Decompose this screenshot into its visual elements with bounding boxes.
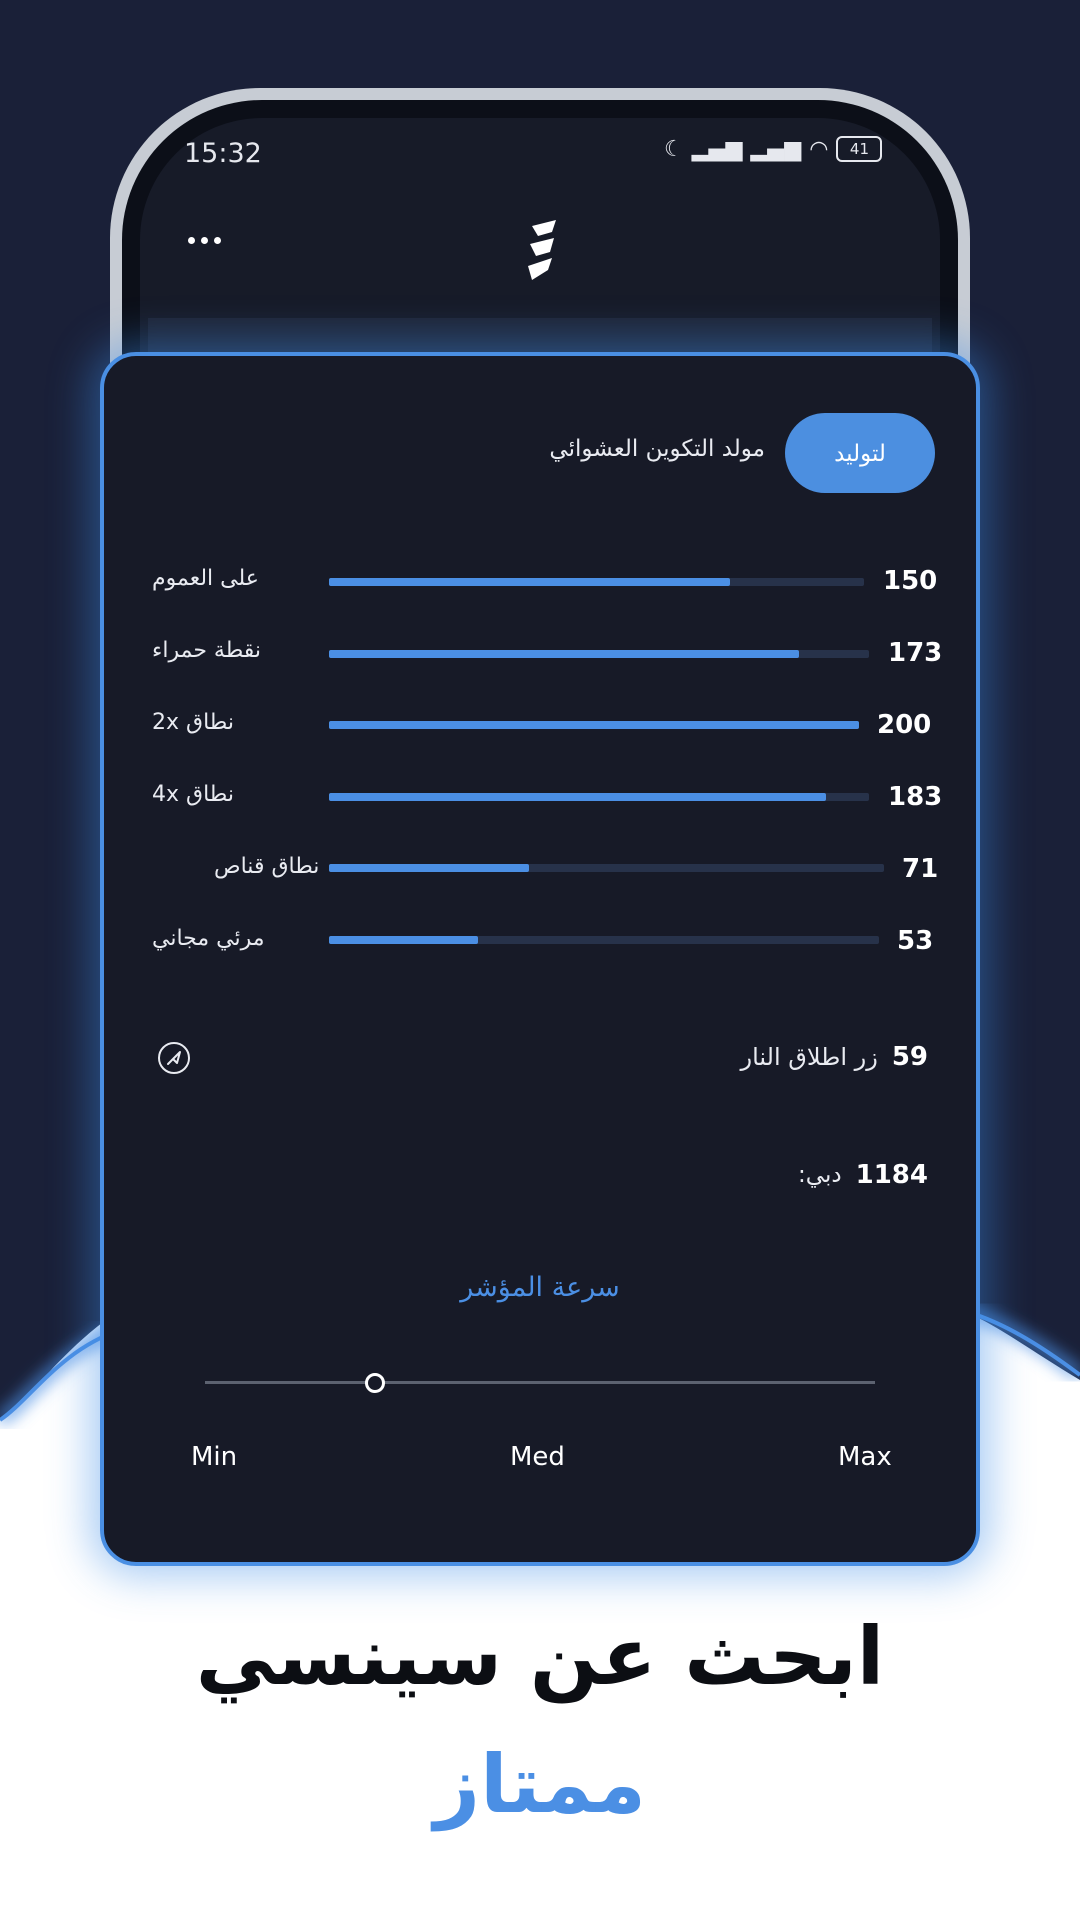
- generate-button[interactable]: لتوليد: [785, 413, 935, 493]
- stat-value: 53: [897, 926, 934, 956]
- slider-min-label: Min: [191, 1442, 238, 1472]
- stat-slider-fill: [329, 936, 478, 944]
- generator-title: مولد التكوين العشوائي: [549, 436, 765, 462]
- app-logo-icon: [522, 218, 562, 282]
- pointer-speed-thumb[interactable]: [365, 1373, 385, 1393]
- stat-slider-track[interactable]: [329, 864, 884, 872]
- stat-slider-track[interactable]: [329, 936, 879, 944]
- stat-slider-fill: [329, 578, 730, 586]
- signal-icon: ▂▄▆: [750, 136, 802, 162]
- pointer-speed-slider[interactable]: [205, 1381, 875, 1384]
- fire-button-row: [741, 1042, 928, 1072]
- stat-slider-fill: [329, 793, 826, 801]
- dpi-label: دبي:: [798, 1162, 842, 1188]
- stat-slider-fill: [329, 864, 529, 872]
- promo-headline: ابحث عن سينسي: [195, 1610, 885, 1703]
- stat-slider-track[interactable]: [329, 650, 869, 658]
- more-horizontal-icon[interactable]: [188, 230, 228, 250]
- stat-label: نطاق 4x: [152, 782, 234, 807]
- dpi-row: [798, 1160, 928, 1190]
- stat-label: نطاق 2x: [152, 710, 234, 735]
- stat-value: 183: [888, 782, 943, 812]
- stat-slider-fill: [329, 721, 859, 729]
- signal-icon: ▂▄▆: [691, 136, 743, 162]
- status-icons: [664, 136, 882, 162]
- stat-value: 71: [902, 854, 939, 884]
- stat-label: نطاق قناص: [214, 854, 320, 879]
- fire-button-icon[interactable]: [157, 1041, 191, 1075]
- stat-value: 173: [888, 638, 943, 668]
- fire-button-value: 59: [891, 1042, 928, 1072]
- stat-label: مرئي مجاني: [152, 926, 265, 951]
- stat-label: على العموم: [152, 566, 259, 591]
- stat-label: نقطة حمراء: [152, 638, 262, 663]
- stat-value: 200: [877, 710, 932, 740]
- stat-slider-track[interactable]: [329, 578, 864, 586]
- status-time: 15:32: [184, 138, 262, 169]
- slider-med-label: Med: [510, 1442, 565, 1472]
- stat-slider-track[interactable]: [329, 793, 869, 801]
- stat-value: 150: [883, 566, 938, 596]
- wifi-icon: ◠: [809, 136, 829, 162]
- slider-max-label: Max: [838, 1442, 892, 1472]
- fire-button-label: زر اطلاق النار: [740, 1043, 878, 1071]
- moon-icon: ☾: [664, 136, 684, 162]
- dpi-value: 1184: [855, 1160, 928, 1190]
- stat-slider-track[interactable]: [329, 721, 859, 729]
- pointer-speed-title: سرعة المؤشر: [460, 1272, 620, 1303]
- battery-icon: 41: [836, 136, 882, 162]
- stat-slider-fill: [329, 650, 799, 658]
- promo-subheadline: ممتاز: [434, 1738, 646, 1831]
